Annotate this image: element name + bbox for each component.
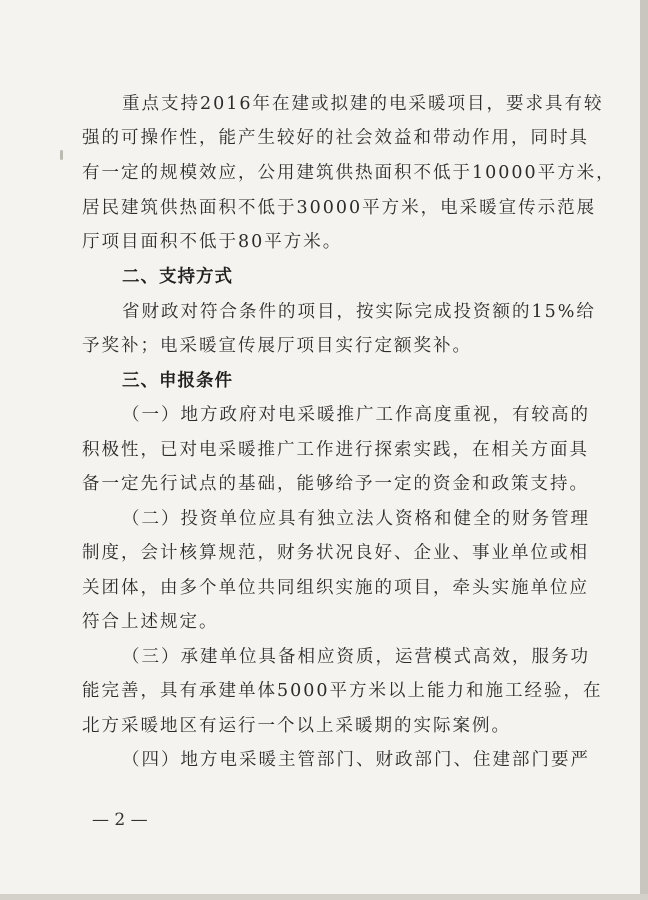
paragraph-line: 居民建筑供热面积不低于30000平方米，电采暖宣传示范展 (82, 198, 597, 218)
paragraph-line: 关团体，由多个单位共同组织实施的项目，牵头实施单位应 (82, 578, 589, 598)
paragraph-line: （四）地方电采暖主管部门、财政部门、住建部门要严 (122, 750, 590, 770)
paragraph-line: 能完善，具有承建单体5000平方米以上能力和施工经验，在 (82, 681, 603, 701)
paragraph-line: 制度，会计核算规范，财务状况良好、企业、事业单位或相 (82, 543, 589, 563)
page-bottom-shadow (0, 894, 648, 900)
paragraph-line: 厅项目面积不低于80平方米。 (82, 232, 343, 252)
paragraph-line: 强的可操作性，能产生较好的社会效益和带动作用，同时具 (82, 128, 589, 148)
scan-mark (60, 150, 63, 160)
paragraph-line: 备一定先行试点的基础，能够给予一定的资金和政策支持。 (82, 474, 589, 494)
paragraph-line: 符合上述规定。 (82, 612, 219, 632)
paragraph-line: 予奖补；电采暖宣传展厅项目实行定额奖补。 (82, 336, 472, 356)
paragraph-line: 重点支持2016年在建或拟建的电采暖项目，要求具有较 (122, 94, 604, 114)
page-edge-shadow (640, 0, 648, 900)
page-number: — 2 — (92, 810, 148, 830)
paragraph-line: 省财政对符合条件的项目，按实际完成投资额的15%给 (122, 302, 596, 322)
paragraph-line: （三）承建单位具备相应资质，运营模式高效，服务功 (122, 647, 590, 667)
section-heading-support-method: 二、支持方式 (122, 267, 233, 287)
paragraph-line: （一）地方政府对电采暖推广工作高度重视，有较高的 (122, 405, 590, 425)
paragraph-line: 北方采暖地区有运行一个以上采暖期的实际案例。 (82, 716, 511, 736)
paragraph-line: 积极性，已对电采暖推广工作进行探索实践，在相关方面具 (82, 440, 589, 460)
paragraph-line: 有一定的规模效应，公用建筑供热面积不低于10000平方米， (82, 163, 616, 183)
section-heading-application-conditions: 三、申报条件 (122, 371, 233, 391)
paragraph-line: （二）投资单位应具有独立法人资格和健全的财务管理 (122, 509, 590, 529)
